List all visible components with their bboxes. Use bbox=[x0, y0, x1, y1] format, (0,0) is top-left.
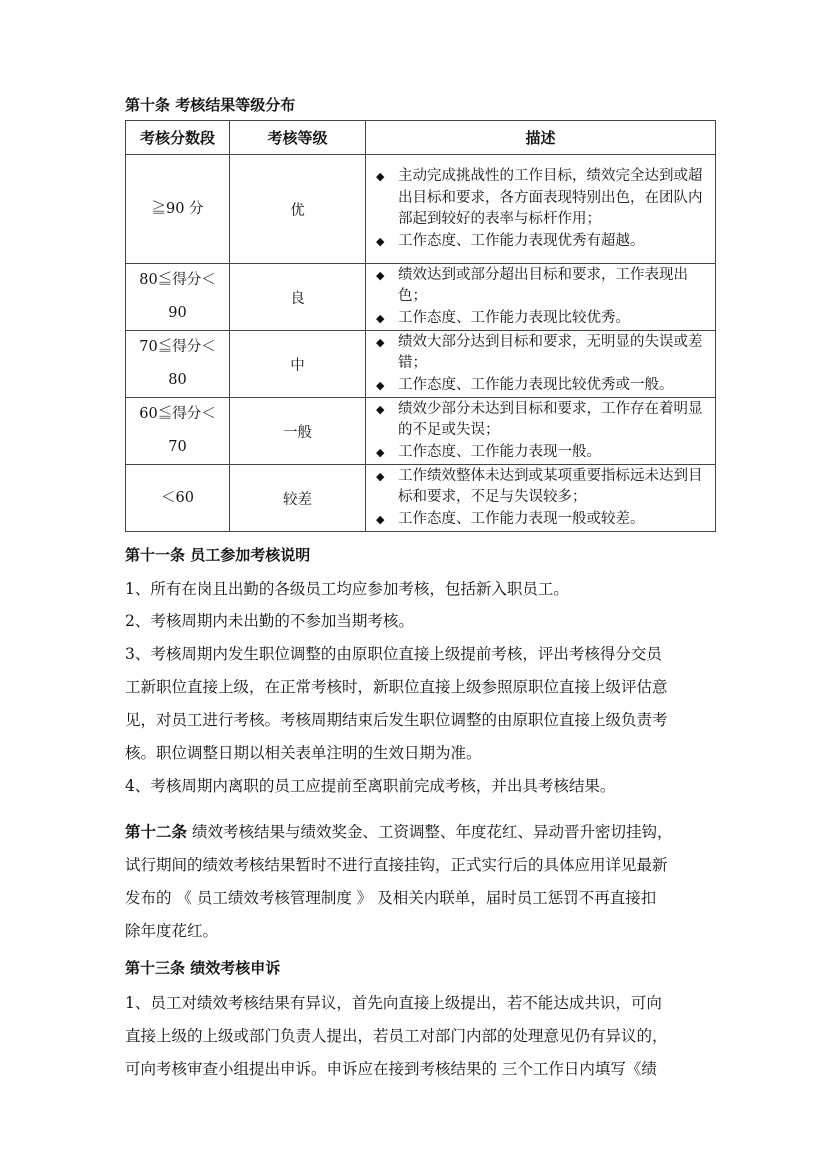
description-bullet: ◆ 工作态度、工作能力表现比较优秀。 bbox=[376, 308, 711, 330]
score-range-text: 70 bbox=[168, 439, 187, 455]
table-row bbox=[126, 264, 716, 331]
section-12-title: 第十二条 bbox=[125, 823, 188, 841]
paragraph-line: 4、考核周期内离职的员工应提前至离职前完成考核，并出具考核结果。 bbox=[125, 777, 616, 795]
table-row bbox=[126, 155, 716, 264]
description-bullet: ◆ 绩效大部分达到目标和要求，无明显的失误或差错； bbox=[376, 332, 711, 375]
description-bullet: ◆ 工作态度、工作能力表现一般。 bbox=[376, 442, 711, 464]
score-range-text: ≧90 分 bbox=[151, 200, 204, 217]
description-bullet: ◆ 绩效少部分未达到目标和要求，工作存在着明显的不足或失误； bbox=[376, 399, 711, 442]
grade-cell: 良 bbox=[230, 264, 366, 331]
score-range-text: 80≦得分＜ bbox=[139, 272, 216, 288]
description-bullet: ◆ 主动完成挑战性的工作目标，绩效完全达到或超出目标和要求，各方面表现特别出色，在团队内部起到较好的表率与标杆作用； bbox=[376, 166, 711, 231]
table-row bbox=[126, 331, 716, 398]
description-bullet: ◆ 工作绩效整体未达到或某项重要指标远未达到目标和要求，不足与失误较多； bbox=[376, 466, 711, 509]
score-range-cell bbox=[126, 155, 230, 264]
table-header-row bbox=[126, 121, 716, 155]
table-row bbox=[126, 465, 716, 532]
paragraph-line: 3、考核周期内发生职位调整的由原职位直接上级提前考核，评出考核得分交员 bbox=[125, 645, 662, 663]
header-description: 描述 bbox=[366, 121, 716, 155]
description-bullet: ◆ 工作态度、工作能力表现优秀有超越。 bbox=[376, 231, 711, 253]
grade-table bbox=[125, 120, 716, 532]
paragraph-line: 2、考核周期内未出勤的不参加当期考核。 bbox=[125, 612, 414, 630]
paragraph-line: 除年度花红。 bbox=[125, 922, 219, 940]
score-range-text: ＜60 bbox=[161, 489, 194, 506]
grade-cell: 中 bbox=[230, 331, 366, 398]
table-row bbox=[126, 398, 716, 465]
score-range-text: 90 bbox=[168, 305, 187, 321]
grade-cell: 较差 bbox=[230, 465, 366, 532]
section-11-title: 第十一条 员工参加考核说明 bbox=[125, 546, 311, 564]
header-grade: 考核等级 bbox=[230, 121, 366, 155]
grade-cell: 一般 bbox=[230, 398, 366, 465]
paragraph-line: 1、所有在岗且出勤的各级员工均应参加考核，包括新入职员工。 bbox=[125, 580, 569, 598]
score-range-cell bbox=[126, 264, 230, 331]
score-range-text: 60≦得分＜ bbox=[139, 406, 216, 422]
paragraph-line bbox=[125, 820, 672, 842]
description-bullet: ◆ 工作态度、工作能力表现一般或较差。 bbox=[376, 509, 711, 531]
description-cell bbox=[366, 465, 716, 532]
paragraph-line: 发布的 《 员工绩效考核管理制度 》 及相关内联单，届时员工惩罚不再直接扣 bbox=[125, 889, 657, 907]
description-bullet: ◆ 工作态度、工作能力表现比较优秀或一般。 bbox=[376, 375, 711, 397]
grade-cell: 优 bbox=[230, 155, 366, 264]
score-range-cell bbox=[126, 398, 230, 465]
description-bullet: ◆ 绩效达到或部分超出目标和要求，工作表现出色； bbox=[376, 265, 711, 308]
paragraph-text: 绩效考核结果与绩效奖金、工资调整、年度花红、异动晋升密切挂钩， bbox=[191, 823, 673, 841]
score-range-text: 70≦得分＜ bbox=[139, 339, 216, 355]
score-range-text: 80 bbox=[168, 372, 187, 388]
paragraph-line: 见，对员工进行考核。考核周期结束后发生职位调整的由原职位直接上级负责考 bbox=[125, 711, 668, 729]
description-cell bbox=[366, 264, 716, 331]
description-cell bbox=[366, 398, 716, 465]
paragraph-line: 直接上级的上级或部门负责人提出，若员工对部门内部的处理意见仍有异议的， bbox=[125, 1027, 668, 1045]
score-range-cell bbox=[126, 465, 230, 532]
paragraph-line: 试行期间的绩效考核结果暂时不进行直接挂钩，正式实行后的具体应用详见最新 bbox=[125, 856, 668, 874]
description-cell bbox=[366, 155, 716, 264]
paragraph-line: 工新职位直接上级，在正常考核时，新职位直接上级参照原职位直接上级评估意 bbox=[125, 678, 668, 696]
section-10-title: 第十条 考核结果等级分布 bbox=[125, 96, 296, 114]
description-cell bbox=[366, 331, 716, 398]
paragraph-line: 可向考核审查小组提出申诉。申诉应在接到考核结果的 三个工作日内填写《绩 bbox=[125, 1060, 657, 1078]
paragraph-line: 1、员工对绩效考核结果有异议，首先向直接上级提出，若不能达成共识，可向 bbox=[125, 994, 662, 1012]
header-score-range: 考核分数段 bbox=[126, 121, 230, 155]
score-range-cell bbox=[126, 331, 230, 398]
paragraph-line: 核。职位调整日期以相关表单注明的生效日期为准。 bbox=[125, 744, 482, 762]
section-13-title: 第十三条 绩效考核申诉 bbox=[125, 959, 281, 977]
